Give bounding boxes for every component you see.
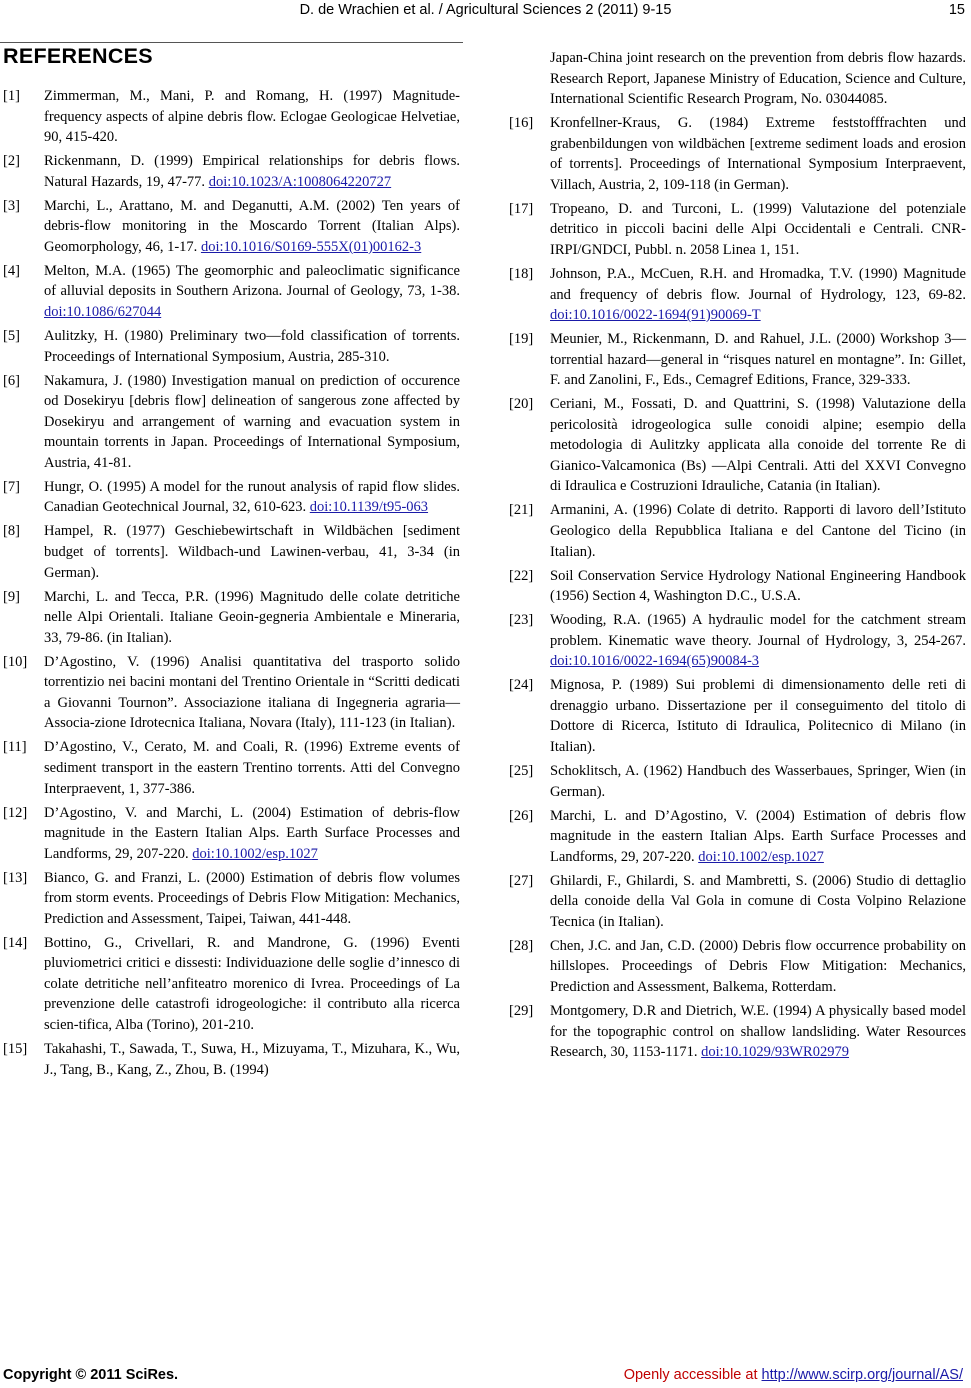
reference-number: [10] [3,653,28,670]
reference-entry [509,806,966,868]
reference-entry [3,933,460,1036]
copyright-notice: Copyright © 2011 SciRes. [3,1367,179,1383]
doi-link[interactable]: doi:10.1016/0022-1694(65)90084-3 [550,653,760,670]
reference-number: [9] [3,588,20,605]
reference-number: [26] [509,807,534,824]
reference-text: Bottino, G., Crivellari, R. and Mandrone, G. (1996) Eventi pluviometrici critici e dissesti: Individuazione delle soglie d’innesco di colate detritiche nell’anfiteatro morenico di Ivrea. Proceedings of La prevenzione delle catastrofi idrogeologiche: il contributo alla ricerca scien-tifica, Alba (Torino), 201-210. [44,934,460,1034]
reference-text: Meunier, M., Rickenmann, D. and Rahuel, J.L. (2000) Workshop 3—torrential hazard—general in “risques naturel en montagne”. In: Gillet, F. and Zanolini, F., Eds., Cemagref Editions, France, 329-333. [550,331,966,389]
reference-number: [14] [3,934,28,951]
reference-text: Hampel, R. (1977) Geschiebewirtschaft in Wildbächen [sediment budget of torrents]. Wildbach-und Lawinen-verbau, 41, 3-34 (in German). [44,523,460,581]
reference-number: [5] [3,328,20,345]
reference-text: Takahashi, T., Sawada, T., Suwa, H., Mizuyama, T., Mizuhara, K., Wu, J., Tang, B., Kang, Z., Zhou, B. (1994) [44,1041,460,1078]
right-column [509,48,966,1066]
reference-entry [509,113,966,195]
reference-text: Rickenmann, D. (1999) Empirical relationships for debris flows. Natural Hazards, 19, 47-77. [44,153,460,190]
reference-number: [3] [3,197,20,214]
reference-number: [11] [3,739,27,756]
reference-text: Nakamura, J. (1980) Investigation manual on prediction of occurence od Dosekiryu [debris flow] delineation of sangerous zone affected by Dosekiryu and arrangement of warning and evacuation system in mountain torrents in Japan. Proceedings of International Symposium, Austria, 41-81. [44,372,460,471]
reference-number: [7] [3,478,20,495]
reference-number: [15] [3,1041,28,1058]
reference-entry [3,587,460,649]
reference-entry [509,610,966,672]
reference-text: Mignosa, P. (1989) Sui problemi di dimensionamento delle reti di drenaggio urbano. Dissertazione per il conseguimento del titolo di Dottore di Ricerca, Istituto di Idraulica, Politecnico di Milano (in Italian). [550,677,966,755]
reference-entry [509,675,966,757]
reference-text: Marchi, L., Arattano, M. and Deganutti, A.M. (2002) Ten years of debris-flow monitoring in the Moscardo Torrent (Italian Alps). Geomorphology, 46, 1-17. [44,197,460,255]
heading-rule [0,42,463,43]
reference-entry [3,803,460,865]
reference-entry [509,936,966,998]
reference-text: Wooding, R.A. (1965) A hydraulic model for the catchment stream problem. Kinematic wave theory. Journal of Hydrology, 3, 254-267. [550,612,966,649]
reference-entry [509,1001,966,1063]
reference-number: [4] [3,262,20,279]
reference-text: Marchi, L. and D’Agostino, V. (2004) Estimation of debris flow magnitude in the eastern Italian Alps. Earth Surface Processes and Landforms, 29, 207-220. [550,807,966,865]
doi-link[interactable]: doi:10.1016/0022-1694(91)90069-T [550,307,761,324]
reference-number: [20] [509,396,534,413]
reference-entry [3,261,460,323]
reference-text: Chen, J.C. and Jan, C.D. (2000) Debris flow occurrence probability on hillslopes. Proceedings of Debris Flow Mitigation: Mechanics, Prediction and Assessment, Balkema, Rotterdam. [550,937,966,996]
reference-text: Bianco, G. and Franzi, L. (2000) Estimation of debris flow volumes from storm events. Proceedings of Debris Flow Mitigation: Mechanics, Prediction and Assessment, Taipei, Taiwan, 441-448. [44,869,460,927]
reference-entry [509,500,966,562]
reference-text: Kronfellner-Kraus, G. (1984) Extreme feststofffrachten und grabenbildungen von wildbächen [extreme sediment loads and erosion of torrents]. Proceedings of International Symposium Interpraevent, Villach, Austria, 2, 109-118 (in German). [550,115,966,193]
reference-text: Melton, M.A. (1965) The geomorphic and paleoclimatic significance of alluvial deposits in Southern Arizona. Journal of Geology, 73, 1-38. [44,262,460,300]
reference-entry [3,521,460,583]
reference-number: [8] [3,523,20,540]
reference-text: D’Agostino, V. (1996) Analisi quantitativa del trasporto solido torrentizio nei bacini montani del Trentino Orientale in “Scritti dedicati a Giovanni Tournon”. Associazione italiana di Ingegneria agraria—Associa-zione Idrotecnica Italiana, Novara (Italy), 111-123 (in Italian). [44,653,460,732]
reference-text: Japan-China joint research on the prevention from debris flow hazards. Research Report, Japanese Ministry of Education, Science and Culture, International Scientific Research Program, No. 03044085. [550,50,966,108]
reference-entry [509,264,966,326]
reference-number: [27] [509,872,534,889]
reference-number: [17] [509,200,534,217]
reference-text: Armanini, A. (1996) Colate di detrito. Rapporti di lavoro dell’Istituto Geologico della Repubblica Italiana e del Cantone del Ticino (in Italian). [550,502,966,560]
doi-link[interactable]: doi:10.1016/S0169-555X(01)00162-3 [200,238,422,255]
open-access-text: Openly accessible at [623,1367,758,1383]
reference-text: D’Agostino, V. and Marchi, L. (2004) Estimation of debris-flow magnitude in the Eastern Italian Alps. Earth Surface Processes and Landforms, 29, 207-220. [44,804,460,862]
reference-entry [3,86,460,148]
reference-entry [3,371,460,474]
left-column [3,86,460,1084]
reference-number: [13] [3,869,28,886]
reference-number: [25] [509,763,534,780]
reference-entry [3,652,460,734]
doi-link[interactable]: doi:10.1002/esp.1027 [192,845,318,862]
reference-number: [24] [509,677,534,694]
reference-text: Schoklitsch, A. (1962) Handbuch des Wasserbaues, Springer, Wien (in German). [550,763,966,800]
reference-text: Montgomery, D.R and Dietrich, W.E. (1994) A physically based model for the topographic control on shallow landsliding. Water Resources Research, 30, 1153-1171. [550,1003,966,1061]
reference-number: [2] [3,153,20,170]
reference-text: Aulitzky, H. (1980) Preliminary two—fold classification of torrents. Proceedings of International Symposium, Austria, 285-310. [44,328,460,365]
doi-link[interactable]: doi:10.1029/93WR02979 [701,1044,849,1061]
reference-entry [3,326,460,367]
reference-number: [23] [509,612,534,629]
doi-link[interactable]: doi:10.1086/627044 [44,303,162,320]
reference-entry [509,394,966,497]
reference-text: Johnson, P.A., McCuen, R.H. and Hromadka, T.V. (1990) Magnitude and frequency of debris flow. Journal of Hydrology, 123, 69-82. [550,265,966,303]
reference-number: [16] [509,115,534,132]
journal-url-link[interactable]: http://www.scirp.org/journal/AS/ [761,1367,963,1383]
reference-number: [21] [509,502,534,519]
reference-entry [3,868,460,930]
reference-entry [3,477,460,518]
references-heading: REFERENCES [3,44,153,68]
doi-link[interactable]: doi:10.1002/esp.1027 [698,848,824,865]
reference-text: Hungr, O. (1995) A model for the runout analysis of rapid flow slides. Canadian Geotechnical Journal, 32, 610-623. [44,478,460,516]
reference-entry [509,871,966,933]
reference-entry [3,196,460,258]
doi-link[interactable]: doi:10.1139/t95-063 [309,499,429,516]
reference-text: Soil Conservation Service Hydrology National Engineering Handbook (1956) Section 4, Washington D.C., U.S.A. [550,567,966,605]
reference-entry [509,566,966,607]
running-title: D. de Wrachien et al. / Agricultural Sciences 2 (2011) 9-15 [299,2,672,18]
reference-entry [3,737,460,799]
open-access-notice [624,1367,963,1383]
reference-text: Ceriani, M., Fossati, D. and Quattrini, S. (1998) Valutazione della pericolosità idrogeologica sulle conoidi alpine; esempio della metodologia di Aulitzky applicata alla conoide del torrente Re di Gianico-Valcamonica (Bs) —Alpi Centrali. Atti del XXVI Convegno di Idraulica e Costruzioni Idrauliche, Catania (in Italian). [550,396,966,495]
reference-entry [509,329,966,391]
reference-text: D’Agostino, V., Cerato, M. and Coali, R. (1996) Extreme events of sediment transport in the eastern Trentino torrents. Atti del Convegno Interpraevent, 1, 377-386. [44,739,460,797]
reference-number: [29] [509,1003,534,1020]
doi-link[interactable]: doi:10.1023/A:1008064220727 [208,173,392,190]
reference-number: [18] [509,265,534,282]
running-header [0,2,971,24]
reference-number: [6] [3,372,20,389]
reference-number: [12] [3,804,28,821]
reference-entry [509,761,966,802]
reference-number: [22] [509,567,534,584]
reference-number: [19] [509,331,534,348]
reference-entry [509,199,966,261]
reference-entry [3,1039,460,1080]
reference-entry [3,151,460,192]
reference-text: Zimmerman, M., Mani, P. and Romang, H. (1997) Magnitude-frequency aspects of alpine debris flow. Eclogae Geologicae Helvetiae, 90, 415-420. [44,88,460,146]
reference-number: [28] [509,937,534,954]
reference-text: Marchi, L. and Tecca, P.R. (1996) Magnitudo delle colate detritiche nelle Alpi Orientali. Italiane Geoin-gegneria Ambientale e Mineraria, 33, 79-86. (in Italian). [44,588,460,646]
reference-number: [1] [3,88,20,104]
reference-text: Tropeano, D. and Turconi, L. (1999) Valutazione del potenziale detritico in piccoli bacini delle Alpi Occidentali e Centrali. CNR-IRPI/GNDCI, Pubbl. n. 2058 Linea 1, 151. [550,200,966,258]
page-number: 15 [948,2,965,18]
reference-entry [509,48,966,110]
reference-text: Ghilardi, F., Ghilardi, S. and Mambretti, S. (2006) Studio di dettaglio della conoide della Val Gola in comune di Costa Volpino Relazione Tecnica (in Italian). [550,872,966,930]
